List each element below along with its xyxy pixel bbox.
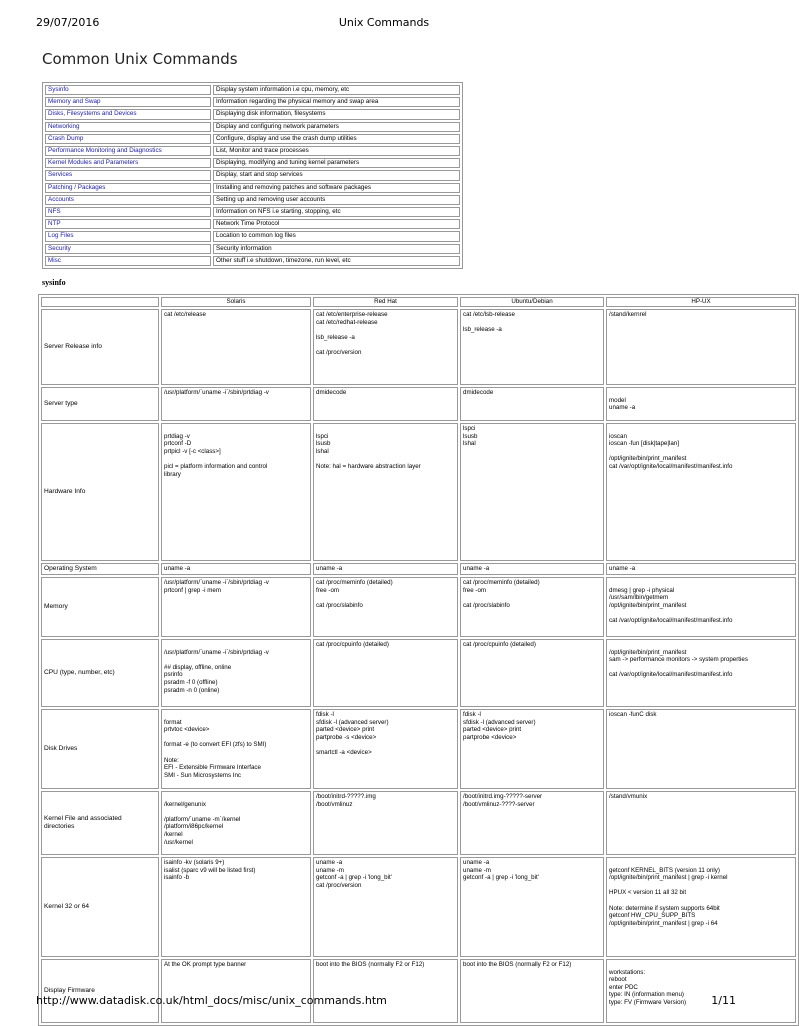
index-link[interactable]: Security [48, 244, 71, 252]
command-cell: uname -a [313, 563, 458, 575]
command-cell: cat /proc/meminfo (detailed) free -om cat /proc/slabinfo [313, 577, 458, 637]
page-title: Common Unix Commands [42, 50, 238, 68]
table-row [41, 309, 796, 385]
command-cell: fdisk -l sfdisk -l (advanced server) parted <device> print partprobe <device> [460, 709, 604, 789]
index-link[interactable]: NFS [48, 208, 61, 216]
index-row [45, 158, 460, 168]
index-row [45, 256, 460, 266]
index-description: Installing and removing patches and software packages [213, 183, 460, 193]
command-cell: workstations: reboot enter PDC type: IN (information menu) type: FV (Firmware Version) [606, 959, 796, 1023]
index-description: Other stuff i.e shutdown, timezone, run level, etc [213, 256, 460, 266]
index-description: Display system information i.e cpu, memory, etc [213, 85, 460, 95]
table-row [41, 423, 796, 561]
command-cell: /boot/initrd-?????.img /boot/vmlinuz [313, 791, 458, 855]
command-cell: dmidecode [313, 387, 458, 421]
index-description: Displaying disk information, filesystems [213, 109, 460, 119]
column-header: Solaris [161, 297, 311, 307]
table-row [41, 563, 796, 575]
index-link-cell [45, 207, 211, 217]
index-description: Display and configuring network parameters [213, 122, 460, 132]
index-row [45, 207, 460, 217]
index-link-cell [45, 183, 211, 193]
index-link-cell [45, 134, 211, 144]
index-row [45, 109, 460, 119]
row-label: Kernel File and associated directories [41, 791, 159, 855]
print-header-title: Unix Commands [338, 16, 430, 29]
command-cell: model uname -a [606, 387, 796, 421]
index-link-cell [45, 85, 211, 95]
index-link-cell [45, 97, 211, 107]
table-row [41, 959, 796, 1023]
command-cell: cat /etc/release [161, 309, 311, 385]
index-link[interactable]: Performance Monitoring and Diagnostics [48, 147, 162, 155]
row-label: Memory [41, 577, 159, 637]
index-row [45, 231, 460, 241]
index-table [42, 82, 463, 269]
command-cell: /boot/initrd.img-?????-server /boot/vmlinuz-????-server [460, 791, 604, 855]
index-link-cell [45, 256, 211, 266]
column-header: Red Hat [313, 297, 458, 307]
table-header-row [41, 297, 796, 307]
index-link-cell [45, 231, 211, 241]
index-link[interactable]: NTP [48, 220, 61, 228]
table-row [41, 857, 796, 957]
column-header: Ubuntu/Debian [460, 297, 604, 307]
index-link-cell [45, 109, 211, 119]
command-cell: uname -a [161, 563, 311, 575]
index-link[interactable]: Patching / Packages [48, 183, 106, 191]
index-link[interactable]: Log Files [48, 232, 74, 240]
command-cell: uname -a uname -m getconf -a | grep -i 'long_bit' [460, 857, 604, 957]
index-link[interactable]: Sysinfo [48, 86, 69, 93]
row-label: Operating System [41, 563, 159, 575]
index-link[interactable]: Networking [48, 122, 80, 130]
index-link-cell [45, 158, 211, 168]
command-cell: dmesg | grep -i physical /usr/sam/lbin/getmem /opt/ignite/bin/print_manifest cat /var/opt/ignite/local/manifest/manifest.info [606, 577, 796, 637]
command-cell: cat /etc/enterprise-release cat /etc/redhat-release lsb_release -a cat /proc/version [313, 309, 458, 385]
index-row [45, 244, 460, 254]
command-cell: /usr/platform/`uname -i`/sbin/prtdiag -v prtconf | grep -i mem [161, 577, 311, 637]
index-description: Location to common log files [213, 231, 460, 241]
command-cell: uname -a [606, 563, 796, 575]
command-cell: cat /proc/cpuinfo (detailed) [460, 639, 604, 707]
command-cell: /usr/platform/`uname -i`/sbin/prtdiag -v [161, 387, 311, 421]
index-link-cell [45, 219, 211, 229]
row-label: Hardware Info [41, 423, 159, 561]
command-cell: cat /proc/cpuinfo (detailed) [313, 639, 458, 707]
table-row [41, 639, 796, 707]
command-cell: uname -a uname -m getconf -a | grep -i 'long_bit' cat /proc/version [313, 857, 458, 957]
index-link-cell [45, 244, 211, 254]
index-link[interactable]: Accounts [48, 195, 74, 203]
row-label: Display Firmware [41, 959, 159, 1023]
index-link-cell [45, 146, 211, 156]
command-cell: ioscan -funC disk [606, 709, 796, 789]
index-description: Displaying, modifying and tuning kernel parameters [213, 158, 460, 168]
table-row [41, 387, 796, 421]
print-date: 29/07/2016 [36, 16, 100, 29]
row-label: Disk Drives [41, 709, 159, 789]
index-description: Network Time Protocol [213, 219, 460, 229]
command-cell: cat /proc/meminfo (detailed) free -om cat /proc/slabinfo [460, 577, 604, 637]
command-cell: uname -a [460, 563, 604, 575]
command-cell: boot into the BIOS (normally F2 or F12) [313, 959, 458, 1023]
index-link[interactable]: Crash Dump [48, 134, 84, 142]
index-row [45, 122, 460, 132]
index-row [45, 134, 460, 144]
index-description: List, Monitor and trace processes [213, 146, 460, 156]
index-description: Setting up and removing user accounts [213, 195, 460, 205]
command-cell: /stand/vmunix [606, 791, 796, 855]
row-label: Kernel 32 or 64 [41, 857, 159, 957]
table-row [41, 577, 796, 637]
command-cell: /opt/ignite/bin/print_manifest sam -> performance monitors -> system properties cat /var/opt/ignite/local/manifest/manifest.info [606, 639, 796, 707]
index-description: Information regarding the physical memory and swap area [213, 97, 460, 107]
command-cell: /stand/kernrel [606, 309, 796, 385]
index-description: Configure, display and use the crash dump utilities [213, 134, 460, 144]
command-cell: prtdiag -v prtconf -D prtpicl -v [-c <class>] picl = platform information and control library [161, 423, 311, 561]
command-cell: boot into the BIOS (normally F2 or F12) [460, 959, 604, 1023]
print-footer-url: http://www.datadisk.co.uk/html_docs/misc/unix_commands.htm [36, 994, 387, 1007]
section-heading-sysinfo: sysinfo [42, 278, 66, 287]
column-header-blank [41, 297, 159, 307]
index-link-cell [45, 122, 211, 132]
index-link-cell [45, 170, 211, 180]
command-cell: lspci lsusb lshal [460, 423, 604, 561]
command-cell: lspci lsusb lshal Note: hal = hardware abstraction layer [313, 423, 458, 561]
index-row [45, 195, 460, 205]
index-link-cell [45, 195, 211, 205]
index-description: Display, start and stop services [213, 170, 460, 180]
index-description: Security information [213, 244, 460, 254]
table-row [41, 709, 796, 789]
index-link[interactable]: Kernel Modules and Parameters [48, 159, 139, 167]
index-link[interactable]: Services [48, 171, 73, 179]
row-label: Server type [41, 387, 159, 421]
index-row [45, 219, 460, 229]
command-cell: cat /etc/lsb-release lsb_release -a [460, 309, 604, 385]
print-page-number: 1/11 [711, 994, 736, 1007]
index-row [45, 183, 460, 193]
command-cell: format prtvtoc <device> format -e (to convert EFI (zfs) to SMI) Note: EFI - Extensible Firmware Interface SMI - Sun Microsystems Inc [161, 709, 311, 789]
command-cell: At the OK prompt type banner [161, 959, 311, 1023]
command-cell: isainfo -kv (solaris 9+) isalist (sparc v9 will be listed first) isainfo -b [161, 857, 311, 957]
index-row [45, 97, 460, 107]
command-cell: /usr/platform/`uname -i`/sbin/prtdiag -v ## display, offline, online psrinfo psradm -f 0 (offline) psradm -n 0 (online) [161, 639, 311, 707]
index-link[interactable]: Disks, Filesystems and Devices [48, 110, 137, 118]
table-row [41, 791, 796, 855]
index-row [45, 85, 460, 95]
sysinfo-table [38, 294, 799, 1026]
index-link[interactable]: Memory and Swap [48, 98, 101, 106]
row-label: CPU (type, number, etc) [41, 639, 159, 707]
column-header: HP-UX [606, 297, 796, 307]
row-label: Server Release info [41, 309, 159, 385]
index-row [45, 170, 460, 180]
command-cell: fdisk -l sfdisk -l (advanced server) parted <device> print partprobe -s <device> smartctl -a <device> [313, 709, 458, 789]
index-link[interactable]: Misc [48, 256, 61, 264]
command-cell: /kernel/genunix /platform/`uname -m`/kernel /platform/i86pc/kernel /kernel /usr/kernel [161, 791, 311, 855]
command-cell: ioscan ioscan -fun [disk|tape|lan] /opt/ignite/bin/print_manifest cat /var/opt/ignite/local/manifest/manifest.info [606, 423, 796, 561]
command-cell: dmidecode [460, 387, 604, 421]
index-row [45, 146, 460, 156]
index-description: Information on NFS i.e starting, stopping, etc [213, 207, 460, 217]
command-cell: getconf KERNEL_BITS (version 11 only) /opt/ignite/bin/print_manifest | grep -i kernel HPUX < version 11 all 32 bit Note: determine if system supports 64bit getconf HW_CPU_SUPP_BITS /opt/ignite/bin/print_manifest | grep -i 64 [606, 857, 796, 957]
